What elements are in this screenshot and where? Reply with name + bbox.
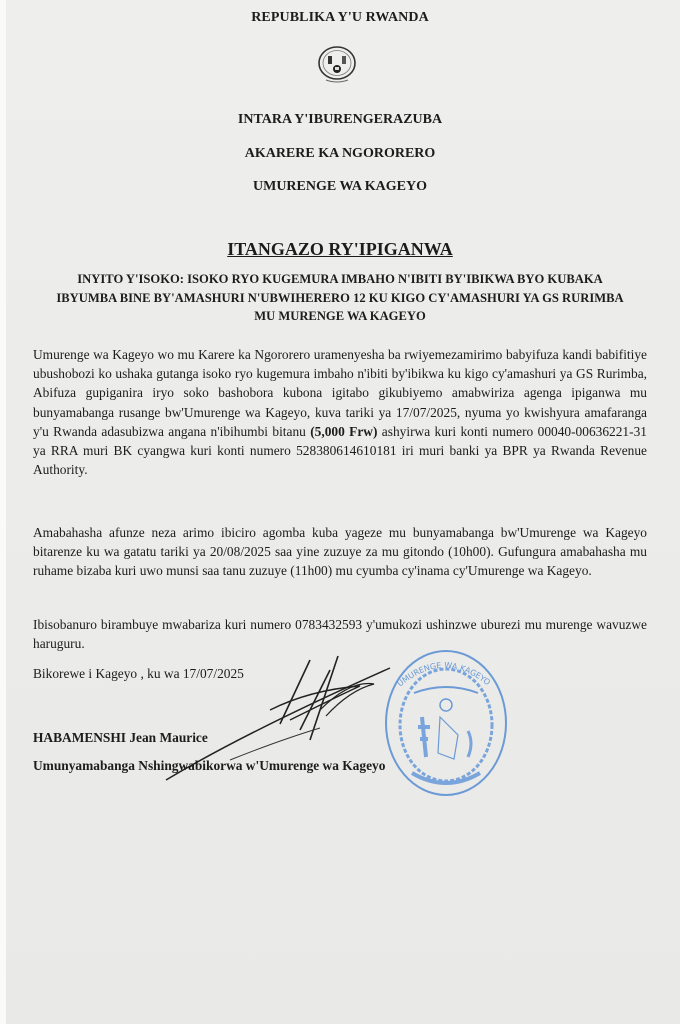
paragraph-submission-deadline: Amabahasha afunze neza arimo ibiciro agomba kuba yageze mu bunyamabanga bw'Umurenge wa Kageyo bitarenze ku wa gatatu tariki ya 20/08/2025 saa yine zuzuye za mu gitondo (10h00). Gufungura amabahasha mu ruhame bizaba kuri uwo munsi saa tanu zuzuye (11h00) mu cyumba cy'inama cy'Umurenge wa Kageyo. <box>33 525 647 579</box>
province-heading: INTARA Y'IBURENGERAZUBA <box>237 112 443 127</box>
paragraph-contact: Ibisobanuro birambuye mwabariza kuri numero 0783432593 y'umukozi ushinzwe uburezi mu murenge wavuzwe haruguru. <box>33 617 647 652</box>
country-heading: REPUBLIKA Y'U RWANDA <box>251 10 429 25</box>
p1-text-after: ashyirwa kuri konti numero 00040-00636221-31 ya RRA muri BK cyangwa kuri konti numero 528380614610181 iri muri banki ya BPR ya Rwanda Revenue Authority. <box>33 423 647 478</box>
subject-line: IBYUMBA BINE BY'AMASHURI N'UBWIHERERO 12 KU KIGO CY'AMASHURI YA GS RURIMBA <box>56 290 624 305</box>
subject-line: INYITO Y'ISOKO: ISOKO RYO KUGEMURA IMBAHO N'IBITI BY'IBIKWA BYO KUBAKA <box>77 272 603 286</box>
coat-of-arms-icon <box>314 44 360 84</box>
subject-line: MU MURENGE WA KAGEYO <box>254 309 426 323</box>
stamp-text: UMURENGE WA KAGEYO <box>395 660 492 689</box>
fee-amount: (5,000 Frw) <box>310 423 378 439</box>
official-stamp-icon <box>382 647 510 799</box>
signer-name: HABAMENSHI Jean Maurice <box>33 730 208 745</box>
district-heading: AKARERE KA NGORORERO <box>244 146 436 161</box>
p1-text-before: Umurenge wa Kageyo wo mu Karere ka Ngororero uramenyesha ba rwiyemezamirimo babyifuza kandi babifitiye ubushobozi ko ushaka gutanga isoko ryo kugemura imbaho n'ibiti by'ibikwa ku kigo cy'amashuri ya GS Rurimba, Abifuza gupiganira iryo soko bashobora kubona igitabo gikubiyemo amabwiriza agenga ipiganwa mu bunyamabanga rusange bw'Umurenge wa Kageyo, kuva tariki ya 17/07/2025, nyuma yo kwishyura amafaranga y'u Rwanda adasubizwa angana n'ibihumbi bitanu <box>33 347 647 439</box>
notice-subject <box>40 270 640 326</box>
sector-heading: UMURENGE WA KAGEYO <box>253 179 427 194</box>
signer-role: Umunyamabanga Nshingwabikorwa w'Umurenge wa Kageyo <box>33 758 386 773</box>
place-date: Bikorewe i Kageyo , ku wa 17/07/2025 <box>33 666 244 681</box>
notice-title: ITANGAZO RY'IPIGANWA <box>227 239 453 259</box>
paragraph-tender-details <box>33 345 647 479</box>
